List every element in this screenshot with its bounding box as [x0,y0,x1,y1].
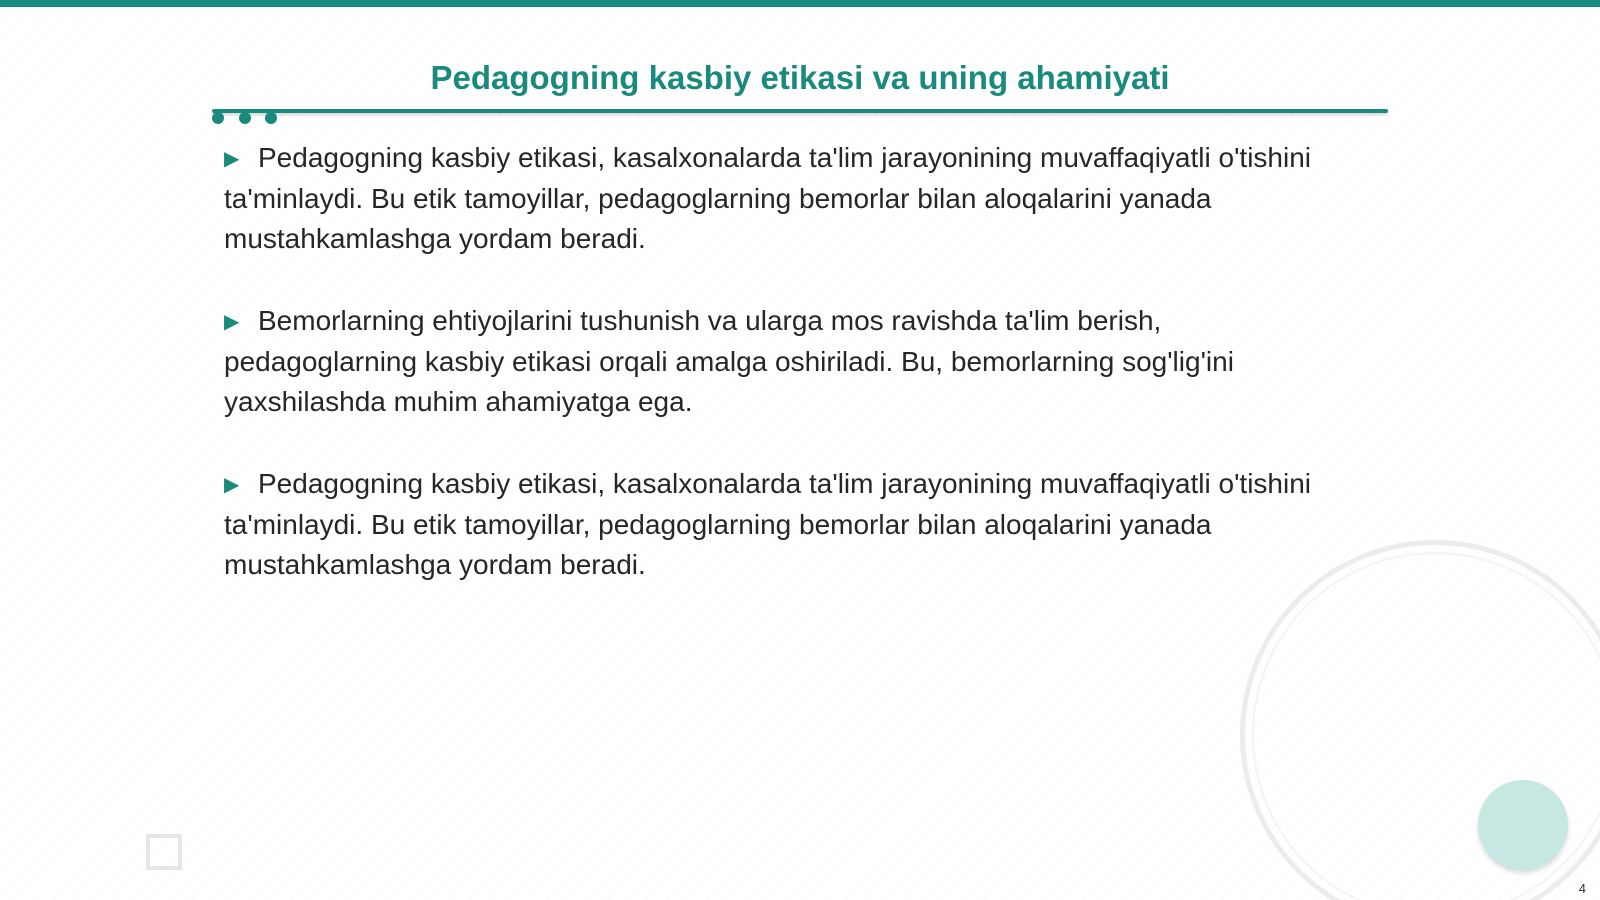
slide-body [224,138,1344,627]
triangle-bullet-icon: ▶ [224,311,240,333]
paragraph-text: Bemorlarning ehtiyojlarini tushunish va ularga mos ravishda ta'lim berish, pedagoglarning kasbiy etikasi orqali amalga oshiriladi. Bu, bemorlarning sog'lig'ini yaxshilashda muhim ahamiyatga ega. [224,305,1234,417]
decorative-square-outline [146,834,182,870]
bullet-paragraph-1 [224,138,1344,259]
paragraph-text: Pedagogning kasbiy etikasi, kasalxonalarda ta'lim jarayonining muvaffaqiyatli o'tishini ta'minlaydi. Bu etik tamoyillar, pedagoglarning bemorlar bilan aloqalarini yanada mustahkamlashga yordam beradi. [224,142,1311,254]
bullet-paragraph-3 [224,464,1344,585]
paragraph-text: Pedagogning kasbiy etikasi, kasalxonalarda ta'lim jarayonining muvaffaqiyatli o'tishini ta'minlaydi. Bu etik tamoyillar, pedagoglarning bemorlar bilan aloqalarini yanada mustahkamlashga yordam beradi. [224,468,1311,580]
triangle-bullet-icon: ▶ [224,148,240,170]
decor-dot [265,112,277,124]
page-number: 4 [1578,881,1586,896]
triangle-bullet-icon: ▶ [224,474,240,496]
decor-dot [239,112,251,124]
top-accent-bar [0,0,1600,7]
title-dots-decoration [212,112,282,126]
slide-title: Pedagogning kasbiy etikasi va uning ahamiyati [430,59,1170,96]
bullet-paragraph-2 [224,301,1344,422]
title-underline [212,109,1388,113]
decorative-teal-circle [1478,780,1568,870]
decor-dot [212,112,224,124]
